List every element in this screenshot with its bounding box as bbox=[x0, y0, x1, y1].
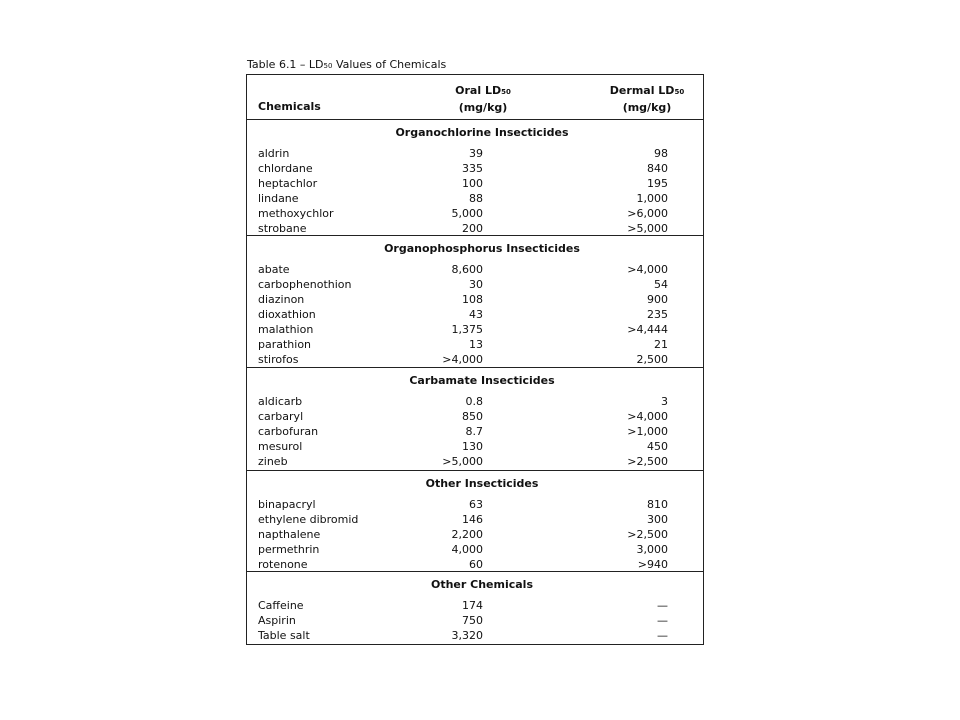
table-row bbox=[247, 527, 703, 542]
dermal-ld50-value: 1,000 bbox=[636, 192, 668, 205]
chemical-name: diazinon bbox=[258, 293, 305, 306]
dermal-ld50-value: 3 bbox=[661, 395, 668, 408]
header-oral-line1 bbox=[433, 83, 533, 100]
chemical-name: napthalene bbox=[258, 528, 321, 541]
chemical-name: carbaryl bbox=[258, 410, 304, 423]
dermal-ld50-value: 900 bbox=[647, 293, 668, 306]
caption-prefix: Table 6.1 – LD bbox=[247, 58, 324, 71]
chemical-name: Aspirin bbox=[258, 614, 296, 627]
dermal-ld50-value: >4,000 bbox=[627, 263, 668, 276]
header-oral-ld50 bbox=[433, 83, 533, 115]
chemical-name: aldrin bbox=[258, 147, 290, 160]
chemical-name: heptachlor bbox=[258, 177, 318, 190]
dermal-ld50-value: >4,444 bbox=[627, 323, 668, 336]
oral-ld50-value: 8.7 bbox=[465, 425, 483, 438]
section-title: Organochlorine Insecticides bbox=[395, 126, 569, 139]
dermal-ld50-value: — bbox=[657, 614, 668, 627]
section-divider bbox=[247, 367, 703, 368]
oral-ld50-value: 3,320 bbox=[451, 629, 483, 642]
table-row bbox=[247, 146, 703, 161]
chemical-name: Caffeine bbox=[258, 599, 304, 612]
dermal-ld50-value: >940 bbox=[637, 558, 668, 571]
ld50-table bbox=[246, 74, 704, 645]
caption-suffix: Values of Chemicals bbox=[332, 58, 447, 71]
dermal-ld50-value: 3,000 bbox=[636, 543, 668, 556]
dermal-ld50-value: 21 bbox=[654, 338, 668, 351]
header-oral-subscript: 50 bbox=[501, 88, 511, 96]
table-row bbox=[247, 409, 703, 424]
chemical-name: strobane bbox=[258, 222, 307, 235]
oral-ld50-value: 5,000 bbox=[451, 207, 483, 220]
table-row bbox=[247, 191, 703, 206]
oral-ld50-value: >4,000 bbox=[442, 353, 483, 366]
chemical-name: dioxathion bbox=[258, 308, 316, 321]
chemical-name: methoxychlor bbox=[258, 207, 334, 220]
table-row bbox=[247, 454, 703, 469]
dermal-ld50-value: 450 bbox=[647, 440, 668, 453]
oral-ld50-value: 1,375 bbox=[451, 323, 483, 336]
table-row bbox=[247, 628, 703, 643]
table-row bbox=[247, 322, 703, 337]
table-row bbox=[247, 337, 703, 352]
table-row bbox=[247, 439, 703, 454]
dermal-ld50-value: 98 bbox=[654, 147, 668, 160]
table-row bbox=[247, 512, 703, 527]
caption-subscript: 50 bbox=[323, 62, 333, 70]
oral-ld50-value: 43 bbox=[469, 308, 483, 321]
chemical-name: carbofuran bbox=[258, 425, 319, 438]
table-row bbox=[247, 176, 703, 191]
chemical-name: chlordane bbox=[258, 162, 313, 175]
dermal-ld50-value: 2,500 bbox=[636, 353, 668, 366]
header-chemicals: Chemicals bbox=[258, 100, 321, 113]
oral-ld50-value: 2,200 bbox=[451, 528, 483, 541]
oral-ld50-value: 850 bbox=[462, 410, 483, 423]
table-row bbox=[247, 262, 703, 277]
dermal-ld50-value: 235 bbox=[647, 308, 668, 321]
oral-ld50-value: 4,000 bbox=[451, 543, 483, 556]
section-divider bbox=[247, 235, 703, 236]
oral-ld50-value: 30 bbox=[469, 278, 483, 291]
chemical-name: parathion bbox=[258, 338, 312, 351]
oral-ld50-value: 60 bbox=[469, 558, 483, 571]
oral-ld50-value: 100 bbox=[462, 177, 483, 190]
section-title: Other Chemicals bbox=[430, 578, 533, 591]
header-dermal-ld50 bbox=[597, 83, 697, 115]
section-title: Other Insecticides bbox=[425, 477, 539, 490]
section-title: Carbamate Insecticides bbox=[409, 374, 555, 387]
header-dermal-subscript: 50 bbox=[674, 88, 685, 96]
dermal-ld50-value: 810 bbox=[647, 498, 668, 511]
dermal-ld50-value: 300 bbox=[647, 513, 668, 526]
section-divider bbox=[247, 470, 703, 471]
chemical-name: permethrin bbox=[258, 543, 320, 556]
dermal-ld50-value: >2,500 bbox=[627, 528, 668, 541]
table-caption bbox=[247, 58, 446, 73]
oral-ld50-value: 13 bbox=[469, 338, 483, 351]
chemical-name: malathion bbox=[258, 323, 314, 336]
chemical-name: stirofos bbox=[258, 353, 299, 366]
chemical-name: mesurol bbox=[258, 440, 303, 453]
chemical-name: aldicarb bbox=[258, 395, 303, 408]
chemical-name: zineb bbox=[258, 455, 288, 468]
section-divider bbox=[247, 119, 703, 120]
chemical-name: carbophenothion bbox=[258, 278, 352, 291]
oral-ld50-value: 63 bbox=[469, 498, 483, 511]
dermal-ld50-value: — bbox=[657, 599, 668, 612]
table-row bbox=[247, 161, 703, 176]
oral-ld50-value: 200 bbox=[462, 222, 483, 235]
chemical-name: Table salt bbox=[258, 629, 310, 642]
oral-ld50-value: 8,600 bbox=[451, 263, 483, 276]
chemical-name: abate bbox=[258, 263, 290, 276]
table-row bbox=[247, 206, 703, 221]
table-row bbox=[247, 542, 703, 557]
header-oral-unit: (mg/kg) bbox=[458, 101, 508, 114]
dermal-ld50-value: — bbox=[657, 629, 668, 642]
table-row bbox=[247, 292, 703, 307]
section-title: Organophosphorus Insecticides bbox=[384, 242, 580, 255]
table-row bbox=[247, 277, 703, 292]
oral-ld50-value: 0.8 bbox=[465, 395, 483, 408]
oral-ld50-value: 174 bbox=[462, 599, 483, 612]
header-dermal-unit: (mg/kg) bbox=[622, 101, 672, 114]
dermal-ld50-value: 195 bbox=[647, 177, 668, 190]
oral-ld50-value: 108 bbox=[462, 293, 483, 306]
dermal-ld50-value: >5,000 bbox=[627, 222, 668, 235]
table-row bbox=[247, 613, 703, 628]
table-row bbox=[247, 598, 703, 613]
dermal-ld50-value: 54 bbox=[654, 278, 668, 291]
chemical-name: lindane bbox=[258, 192, 299, 205]
table-row bbox=[247, 557, 703, 572]
dermal-ld50-value: >4,000 bbox=[627, 410, 668, 423]
dermal-ld50-value: 840 bbox=[647, 162, 668, 175]
oral-ld50-value: 88 bbox=[469, 192, 483, 205]
dermal-ld50-value: >1,000 bbox=[627, 425, 668, 438]
chemical-name: ethylene dibromid bbox=[258, 513, 359, 526]
table-row bbox=[247, 221, 703, 236]
oral-ld50-value: 130 bbox=[462, 440, 483, 453]
oral-ld50-value: >5,000 bbox=[442, 455, 483, 468]
chemical-name: rotenone bbox=[258, 558, 308, 571]
oral-ld50-value: 750 bbox=[462, 614, 483, 627]
header-dermal-prefix: Dermal LD bbox=[609, 84, 675, 97]
table-row bbox=[247, 424, 703, 439]
oral-ld50-value: 39 bbox=[469, 147, 483, 160]
header-dermal-line1 bbox=[597, 83, 697, 100]
oral-ld50-value: 335 bbox=[462, 162, 483, 175]
dermal-ld50-value: >6,000 bbox=[627, 207, 668, 220]
oral-ld50-value: 146 bbox=[462, 513, 483, 526]
header-oral-prefix: Oral LD bbox=[455, 84, 502, 97]
chemical-name: binapacryl bbox=[258, 498, 316, 511]
table-row bbox=[247, 394, 703, 409]
table-row bbox=[247, 307, 703, 322]
dermal-ld50-value: >2,500 bbox=[627, 455, 668, 468]
table-row bbox=[247, 497, 703, 512]
section-divider bbox=[247, 571, 703, 572]
table-row bbox=[247, 352, 703, 367]
